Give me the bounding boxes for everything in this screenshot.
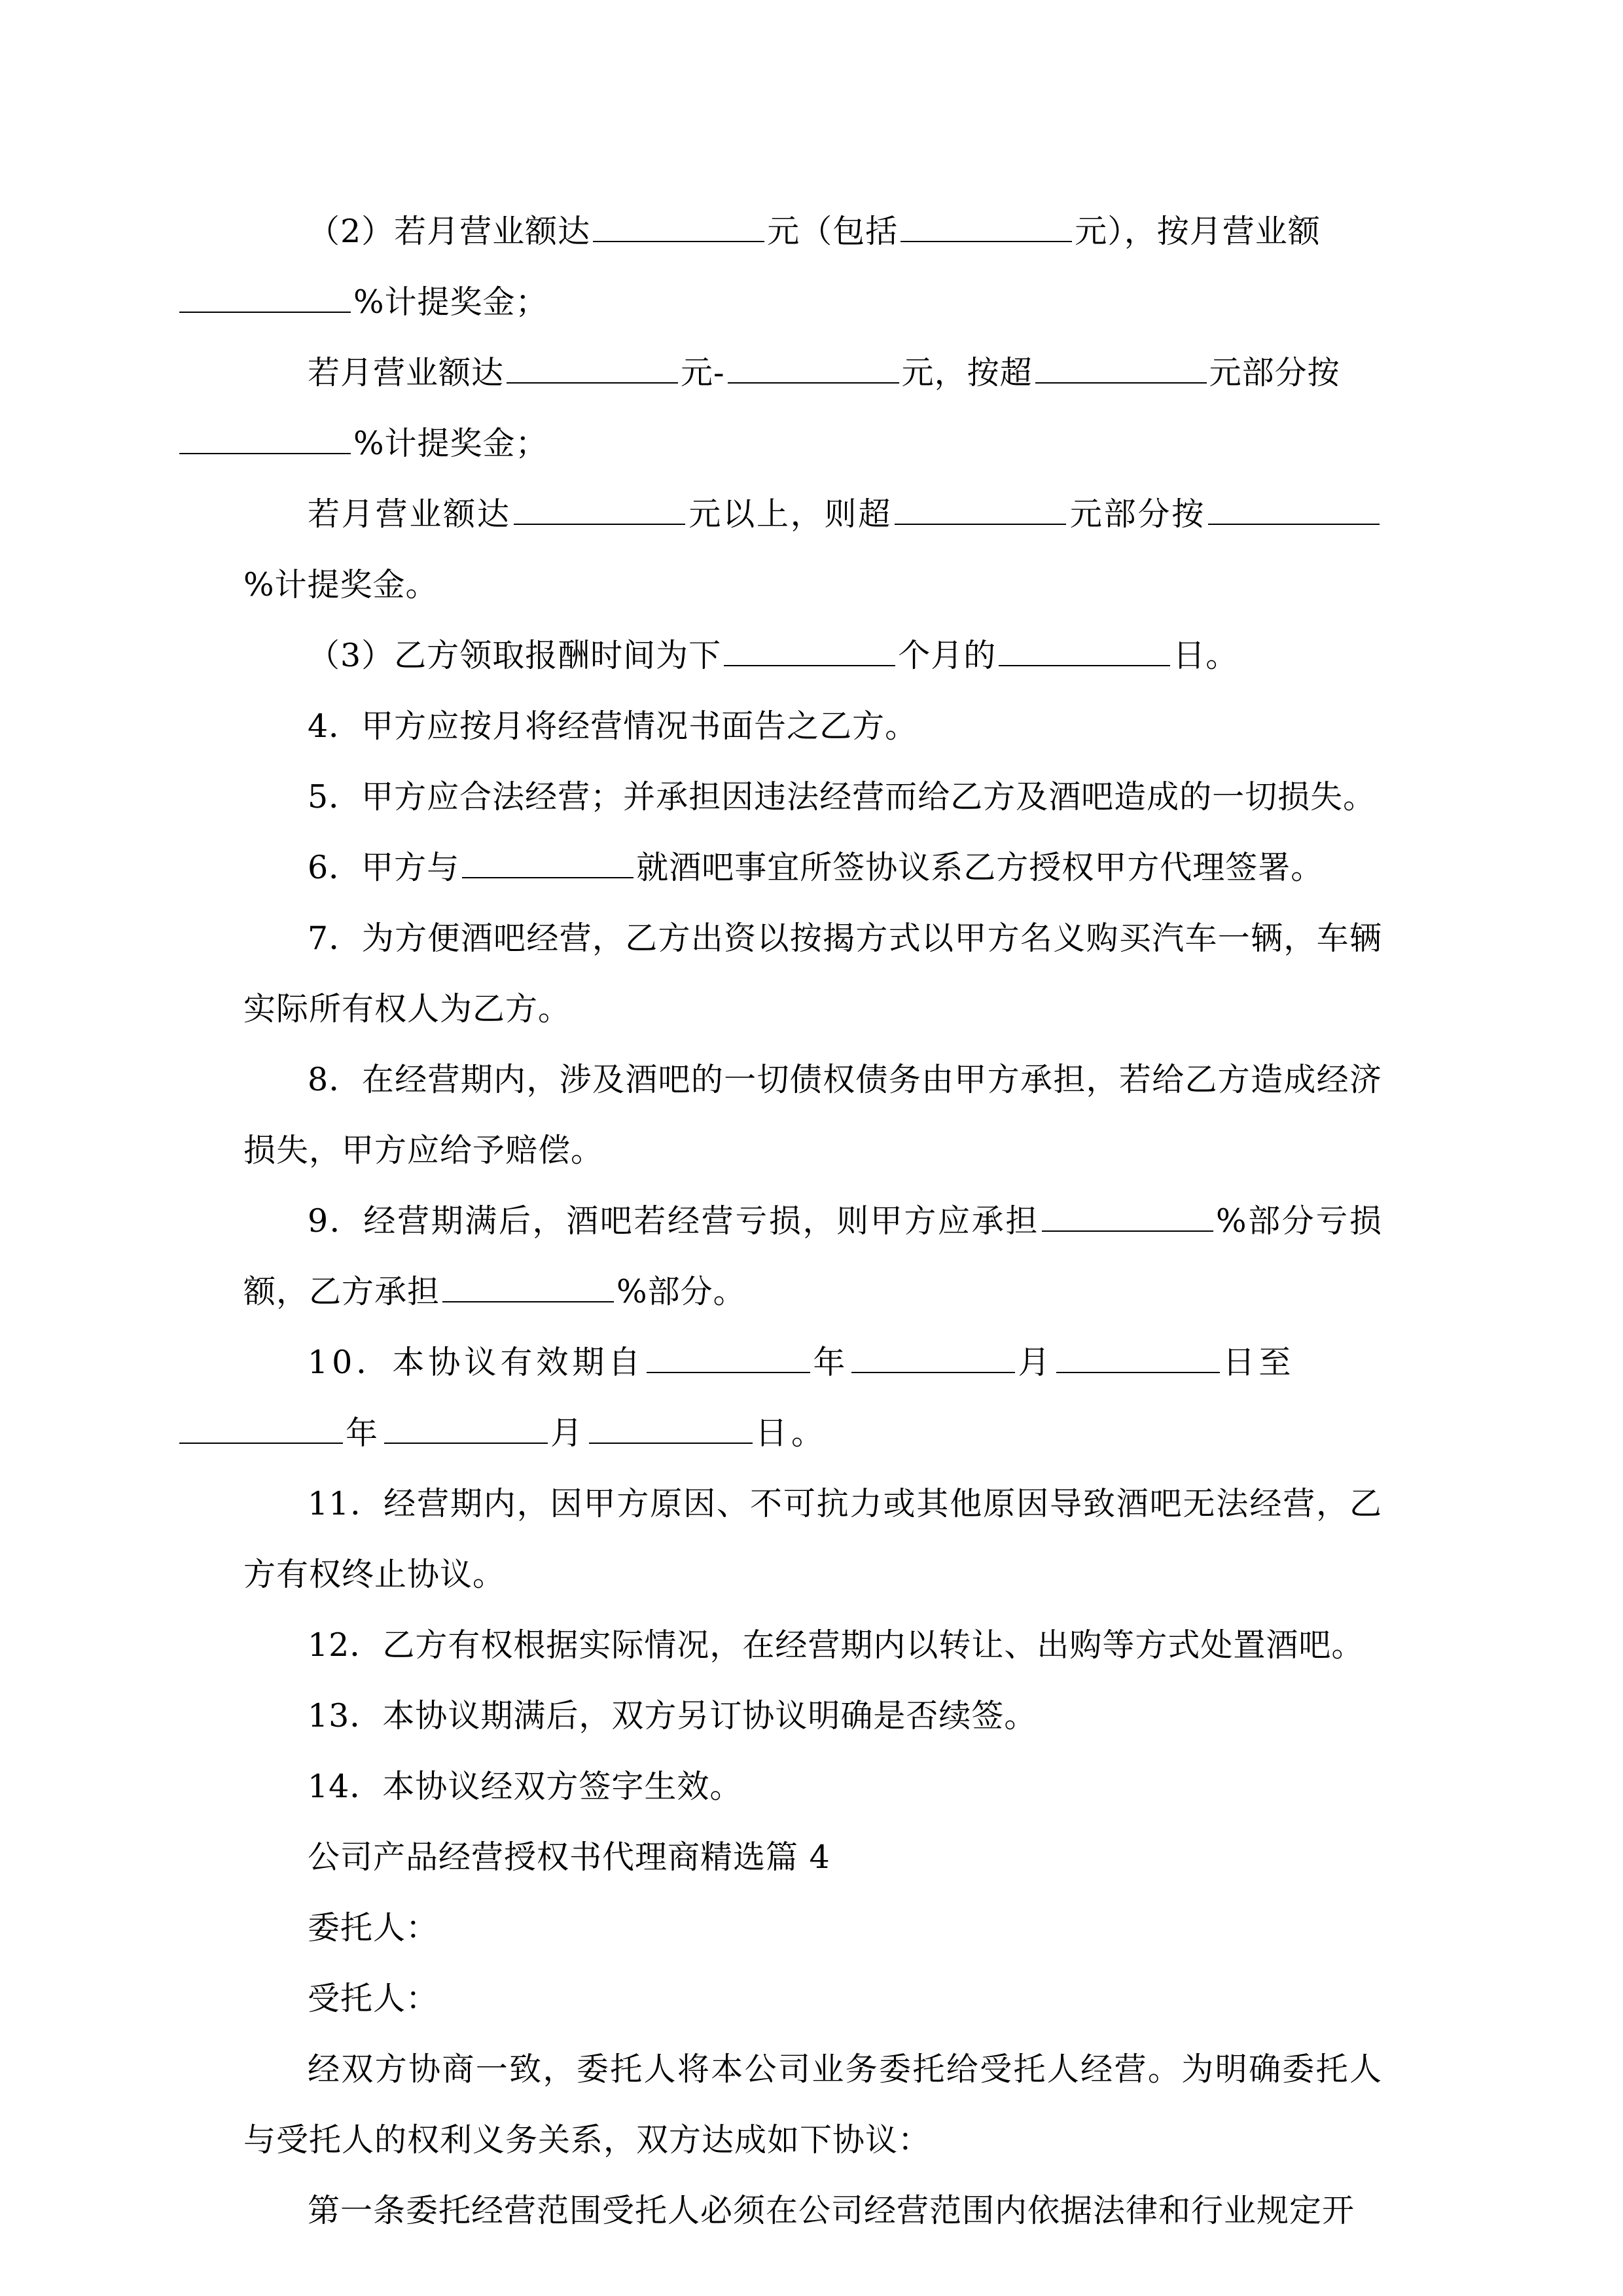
clause-9 [243, 1186, 1382, 1327]
text-run: 元部分按 [1069, 495, 1205, 533]
clause-12: 12．乙方有权根据实际情况，在经营期内以转让、出购等方式处置酒吧。 [308, 1626, 1364, 1664]
clause-3-3 [243, 620, 1382, 691]
text-run: 元，按超 [901, 354, 1033, 391]
fill-blank[interactable] [462, 848, 633, 878]
text-run: 年 [346, 1414, 382, 1452]
fill-blank[interactable] [514, 495, 685, 525]
clause-4: 4．甲方应按月将经营情况书面告之乙方。 [308, 708, 918, 745]
text-run: 元- [681, 354, 725, 391]
intro-paragraph: 经双方协商一致，委托人将本公司业务委托给受托人经营。为明确委托人与受托人的权利义务关系，双方达成如下协议： [243, 2051, 1382, 2159]
text-run: 元（包括 [767, 213, 899, 250]
fill-blank[interactable] [901, 212, 1072, 242]
fill-blank[interactable] [1035, 353, 1207, 384]
text-run: %部分亏损额，乙方承担 [243, 1202, 1382, 1310]
clause-3-2 [243, 196, 1382, 338]
text-run: 就酒吧事宜所签协议系乙方授权甲方代理签署。 [636, 849, 1324, 886]
text-run: 9．经营期满后，酒吧若经营亏损，则甲方应承担 [308, 1202, 1039, 1240]
fill-blank[interactable] [593, 212, 764, 242]
fill-blank[interactable] [507, 353, 678, 384]
fill-blank[interactable] [179, 1414, 343, 1444]
clause-8: 8．在经营期内，涉及酒吧的一切债权债务由甲方承担，若给乙方造成经济损失，甲方应给予赔偿。 [243, 1061, 1382, 1169]
fill-blank[interactable] [179, 283, 351, 313]
article-1: 第一条委托经营范围受托人必须在公司经营范围内依据法律和行业规定开 [308, 2192, 1355, 2229]
text-run: （3）乙方领取报酬时间为下 [308, 637, 722, 674]
fill-blank[interactable] [728, 353, 899, 384]
fill-blank[interactable] [647, 1343, 810, 1373]
clause-14: 14．本协议经双方签字生效。 [308, 1768, 743, 1805]
clause-6 [243, 833, 1382, 903]
text-run: 元部分按 [1209, 354, 1340, 391]
text-run: 元以上，则超 [687, 495, 893, 533]
text-run: 日。 [1173, 637, 1239, 674]
fill-blank[interactable] [179, 424, 351, 454]
fill-blank[interactable] [851, 1343, 1015, 1373]
text-run: 日至 [1222, 1344, 1295, 1381]
clause-5: 5．甲方应合法经营；并承担因违法经营而给乙方及酒吧造成的一切损失。 [308, 778, 1376, 816]
clause-7: 7．为方便酒吧经营，乙方出资以按揭方式以甲方名义购买汽车一辆，车辆实际所有权人为乙方。 [243, 920, 1382, 1028]
fill-blank[interactable] [895, 495, 1066, 525]
fill-blank[interactable] [724, 636, 895, 666]
fill-blank[interactable] [589, 1414, 753, 1444]
clause-3-2-tier3 [243, 479, 1382, 620]
text-run: %计提奖金； [353, 283, 548, 321]
text-run: 日。 [755, 1414, 828, 1452]
text-run: 月 [1018, 1344, 1054, 1381]
text-run: 元），按月营业额 [1075, 213, 1321, 250]
text-run: 月 [550, 1414, 587, 1452]
fill-blank[interactable] [1042, 1202, 1213, 1232]
text-run: %部分。 [616, 1273, 746, 1310]
document-body [243, 196, 1382, 2246]
clause-10 [243, 1327, 1382, 1469]
fill-blank[interactable] [384, 1414, 548, 1444]
text-run: 年 [813, 1344, 849, 1381]
fill-blank[interactable] [1208, 495, 1380, 525]
text-run: 10．本协议有效期自 [308, 1344, 645, 1381]
agent-label: 受托人： [308, 1980, 439, 2017]
text-run: （2）若月营业额达 [308, 213, 591, 250]
text-run: 若月营业额达 [308, 495, 511, 533]
clause-13: 13．本协议期满后，双方另订协议明确是否续签。 [308, 1697, 1037, 1734]
fill-blank[interactable] [999, 636, 1170, 666]
clause-3-2-tier2 [243, 338, 1382, 479]
clause-11: 11．经营期内，因甲方原因、不可抗力或其他原因导致酒吧无法经营，乙方有权终止协议。 [243, 1485, 1382, 1593]
text-run: 个月的 [898, 637, 997, 674]
fill-blank[interactable] [1056, 1343, 1220, 1373]
text-run: %计提奖金； [353, 425, 548, 462]
principal-label: 委托人： [308, 1909, 439, 1946]
fill-blank[interactable] [442, 1272, 614, 1302]
text-run: 6．甲方与 [308, 849, 460, 886]
text-run: 若月营业额达 [308, 354, 505, 391]
text-run: %计提奖金。 [243, 566, 438, 603]
section-heading: 公司产品经营授权书代理商精选篇 4 [308, 1839, 830, 1876]
